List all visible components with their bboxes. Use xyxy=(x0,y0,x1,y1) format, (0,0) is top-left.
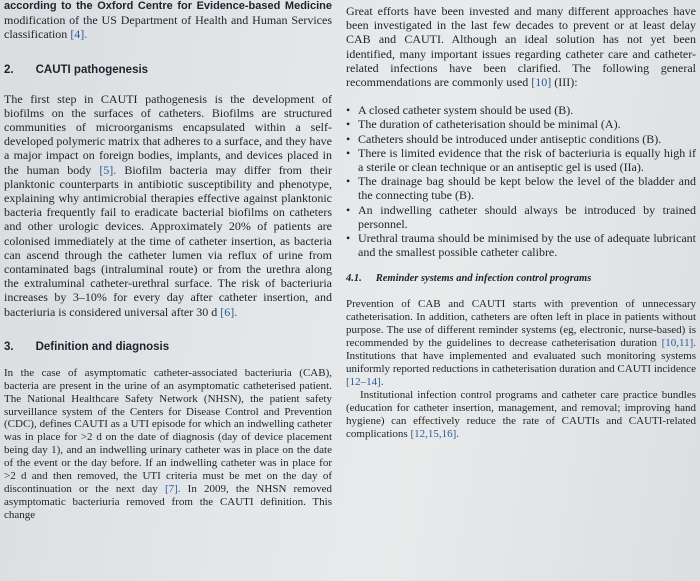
citation-ref[interactable]: [7]. xyxy=(164,483,181,496)
subsection-heading xyxy=(346,273,696,284)
section-3-heading xyxy=(4,341,332,353)
section-3-body xyxy=(4,367,332,522)
top-paragraph-lead: according to the Oxford Centre for Evidence-based Medicine xyxy=(4,0,332,12)
paragraph-text: Great efforts have been invested and many different approaches have been investigated in the last few decades to prevent or at least delay CAB and CAUTI. Although an ideal solution has not yet been identified, many important issues regarding catheter care and catheter-related infections have been clarified. The following general recommendations are commonly used xyxy=(346,4,696,90)
list-item: • An indwelling catheter should always be introduced by trained personnel. xyxy=(346,203,696,231)
top-paragraph xyxy=(4,0,332,42)
section-title: CAUTI pathogenesis xyxy=(35,63,149,76)
list-item: • The drainage bag should be kept below the level of the bladder and the connecting tube (B). xyxy=(346,174,696,202)
right-column xyxy=(346,4,696,440)
section-2-heading xyxy=(4,64,332,76)
section-2-body xyxy=(4,92,332,319)
recommendation-list xyxy=(346,103,696,259)
evidence-level: (III): xyxy=(554,75,578,90)
citation-ref[interactable]: [4]. xyxy=(70,27,88,42)
list-item: • There is limited evidence that the risk of bacteriuria is equally high if a sterile or clean technique or an antiseptic gel is used (IIa). xyxy=(346,146,696,174)
intro-paragraph xyxy=(346,4,696,89)
paragraph-text: In 2009, the NHSN removed asymptomatic bacteriuria removed from the CAUTI definition. This change xyxy=(4,483,333,521)
citation-ref[interactable]: [5]. xyxy=(99,162,117,177)
infection-control-paragraph xyxy=(346,389,696,441)
section-title: Definition and diagnosis xyxy=(35,340,170,353)
subsection-title: Reminder systems and infection control programs xyxy=(375,273,592,285)
citation-ref[interactable]: [10] xyxy=(531,75,552,90)
list-item: • The duration of catheterisation should be minimal (A). xyxy=(346,117,696,131)
paragraph-text: The first step in CAUTI pathogenesis is the development of biofilms on the surfaces of catheters. Biofilms are structured communities of microorganisms encapsulated within a self-developed polymeric matrix that adheres to a surface, and they have a major impact on foreign bodies, implants, and devices placed in the human body xyxy=(4,91,332,177)
paragraph-text: Institutions that have implemented and evaluated such monitoring systems uniformly reported reductions in catheterisation duration and CAUTI incidence xyxy=(346,350,696,375)
subsection-number: 4.1. xyxy=(346,273,362,285)
list-item: • Urethral trauma should be minimised by the use of adequate lubricant and the smallest possible catheter calibre. xyxy=(346,231,696,259)
citation-ref[interactable]: [6]. xyxy=(220,304,238,319)
paragraph-text: Prevention of CAB and CAUTI starts with prevention of unnecessary catheterisation. In addition, catheters are often left in place in patients without purpose. The use of different reminder systems (eg, electronic, nurse-based) is recommended by the guidelines to decrease catheterisation duration xyxy=(346,298,696,350)
paragraph-text: Institutional infection control programs and catheter care practice bundles (education for catheter insertion, management, and removal; improving hand hygiene) can effectively reduce the rate of CAUTIs and CAUTI-related complications xyxy=(346,388,696,440)
paragraph-text: In the case of asymptomatic catheter-associated bacteriuria (CAB), bacteria are present in the urine of an asymptomatic catheterised patient. The National Healthcare Safety Network (NHSN), the patient safety surveillance system of the Centers for Disease Control and Prevention (CDC), defines CAUTI as a UTI episode for which an indwelling catheter was in place for >2 d on the date of diagnosis (day of device placement being day 1), and an indwelling urinary catheter was in place on the date of the event or the day before. If an indwelling catheter was in place for >2 d and then removed, the UTI criteria must be met on the day of discontinuation or the next day xyxy=(4,366,332,496)
citation-ref[interactable]: [10,11]. xyxy=(661,337,697,350)
section-number: 2. xyxy=(4,63,14,76)
left-column xyxy=(4,0,332,522)
citation-ref[interactable]: [12,15,16]. xyxy=(410,427,460,440)
paragraph-text: Biofilm bacteria may differ from their planktonic counterparts in antibiotic susceptibility and phenotype, explaining why antimicrobial therapies effective against planktonic bacteria frequently fail to eradicate bacterial biofilms on catheters and other urologic devices. Approximately 20% of patients are colonised immediately at the time of catheter insertion, as bacteria can ascend through the catheter lumen via reflux of urine from contaminated bags (intraluminal route) or from the urethra along the extraluminal catheter-urethral surface. The risk of bacteriuria increases by 3–10% for every day after catheter insertion, and bacteriuria is considered universal after 30 d xyxy=(4,162,332,319)
top-paragraph-text: modification of the US Department of Health and Human Services classification xyxy=(4,13,332,42)
list-item: • Catheters should be introduced under antiseptic conditions (B). xyxy=(346,132,696,146)
citation-ref[interactable]: [12–14]. xyxy=(346,375,384,388)
list-item: • A closed catheter system should be used (B). xyxy=(346,103,696,117)
section-number: 3. xyxy=(4,340,14,353)
reminder-paragraph xyxy=(346,298,696,388)
